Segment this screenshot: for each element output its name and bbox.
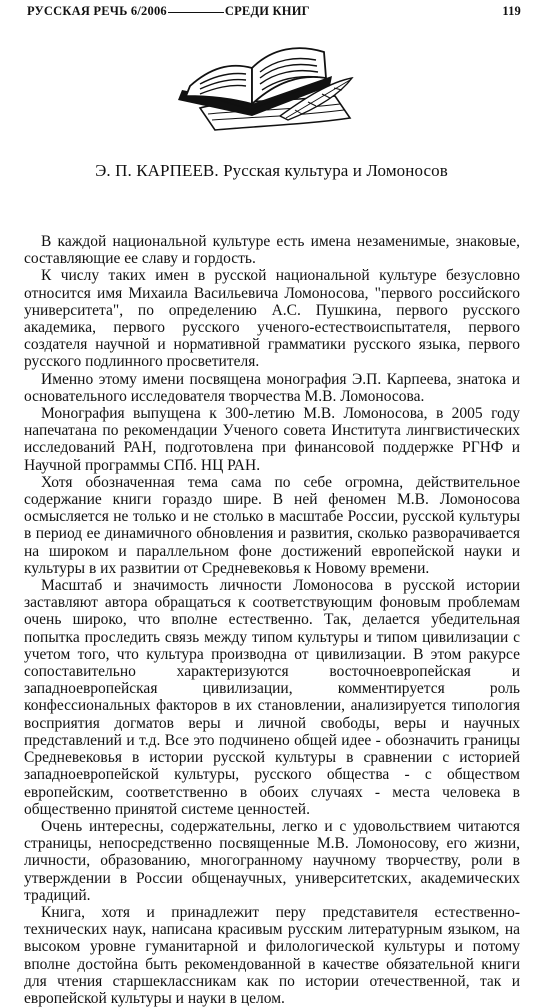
running-head-journal <box>27 4 310 19</box>
running-head <box>27 4 521 22</box>
open-book-quill-icon <box>160 38 360 138</box>
section-name: СРЕДИ КНИГ <box>224 4 310 18</box>
paragraph: Очень интересны, содержательны, легко и с удовольствием читаются страницы, непосредственно посвященные М.В. Ломоносову, его жизни, личности, образованию, многогранному научному творчеству, роли в утверждении в России общенаучных, университетских, академических традиций. <box>24 817 520 904</box>
paragraph: Книга, хотя и принадлежит перу представителя естественно-технических наук, написана красивым русским литературным языком, на высоком уровне гуманитарной и филологической культуры и потому вполне достойна быть рекомендованной в качестве обязательной книги для чтения старшеклассникам как по истории отечественной, так и европейской культуры и науки в целом. <box>24 903 520 1007</box>
paragraph: Масштаб и значимость личности Ломоносова в русской истории заставляют автора обращаться к соответствующим фоновым проблемам очень широко, что вполне естественно. Так, делается убедительная попытка проследить связь между типом культуры и типом цивилизации с учетом того, что культура производна от цивилизации. В этом ракурсе сопоставительно характеризуются восточноевропейская и западноевропейская цивилизации, комментируется роль конфессиональных факторов в их становлении, анализируется типология восприятия догматов веры и личной свободы, веры и научных представлений и т.д. Все это подчинено общей идее - обозначить границы Средневековья в истории русской культуры в сравнении с историей западноевропейской культуры, русского общества - с обществом европейским, соответственно в обоих случаях - места человека в общественно принятой системе ценностей. <box>24 577 520 818</box>
page-number: 119 <box>502 4 521 18</box>
paragraph: Монография выпущена к 300-летию М.В. Ломоносова, в 2005 году напечатана по рекомендации Ученого совета Института лингвистических исследований РАН, подготовлена при финансовой поддержке РГНФ и Научной программы СПб. НЦ РАН. <box>24 405 520 474</box>
journal-issue: РУССКАЯ РЕЧЬ 6/2006 <box>27 4 167 18</box>
head-rule <box>168 12 224 13</box>
paragraph: В каждой национальной культуре есть имена незаменимые, знаковые, составляющие ее славу и гордость. <box>24 233 520 268</box>
paragraph: К числу таких имен в русской национальной культуре безусловно относится имя Михаила Васильевича Ломоносова, "первого российского университета", по определению А.С. Пушкина, первого русского академика, первого русского ученого-естествоиспытателя, первого создателя научной и нормативной грамматики русского языка, первого русского подлинного просветителя. <box>24 267 520 371</box>
article-body <box>24 233 520 1007</box>
article-title: Э. П. КАРПЕЕВ. Русская культура и Ломоносов <box>95 161 448 180</box>
paragraph: Именно этому имени посвящена монография Э.П. Карпеева, знатока и основательного исследователя творчества М.В. Ломоносова. <box>24 370 520 405</box>
paragraph: Хотя обозначенная тема сама по себе огромна, действительное содержание книги гораздо шире. В ней феномен М.В. Ломоносова осмысляется не только и не столько в масштабе России, русской культуры в период ее динамичного обновления и развития, сколько разворачивается на широком и параллельном фоне достижений европейской науки и культуры в их развитии от Средневековья к Новому времени. <box>24 473 520 577</box>
